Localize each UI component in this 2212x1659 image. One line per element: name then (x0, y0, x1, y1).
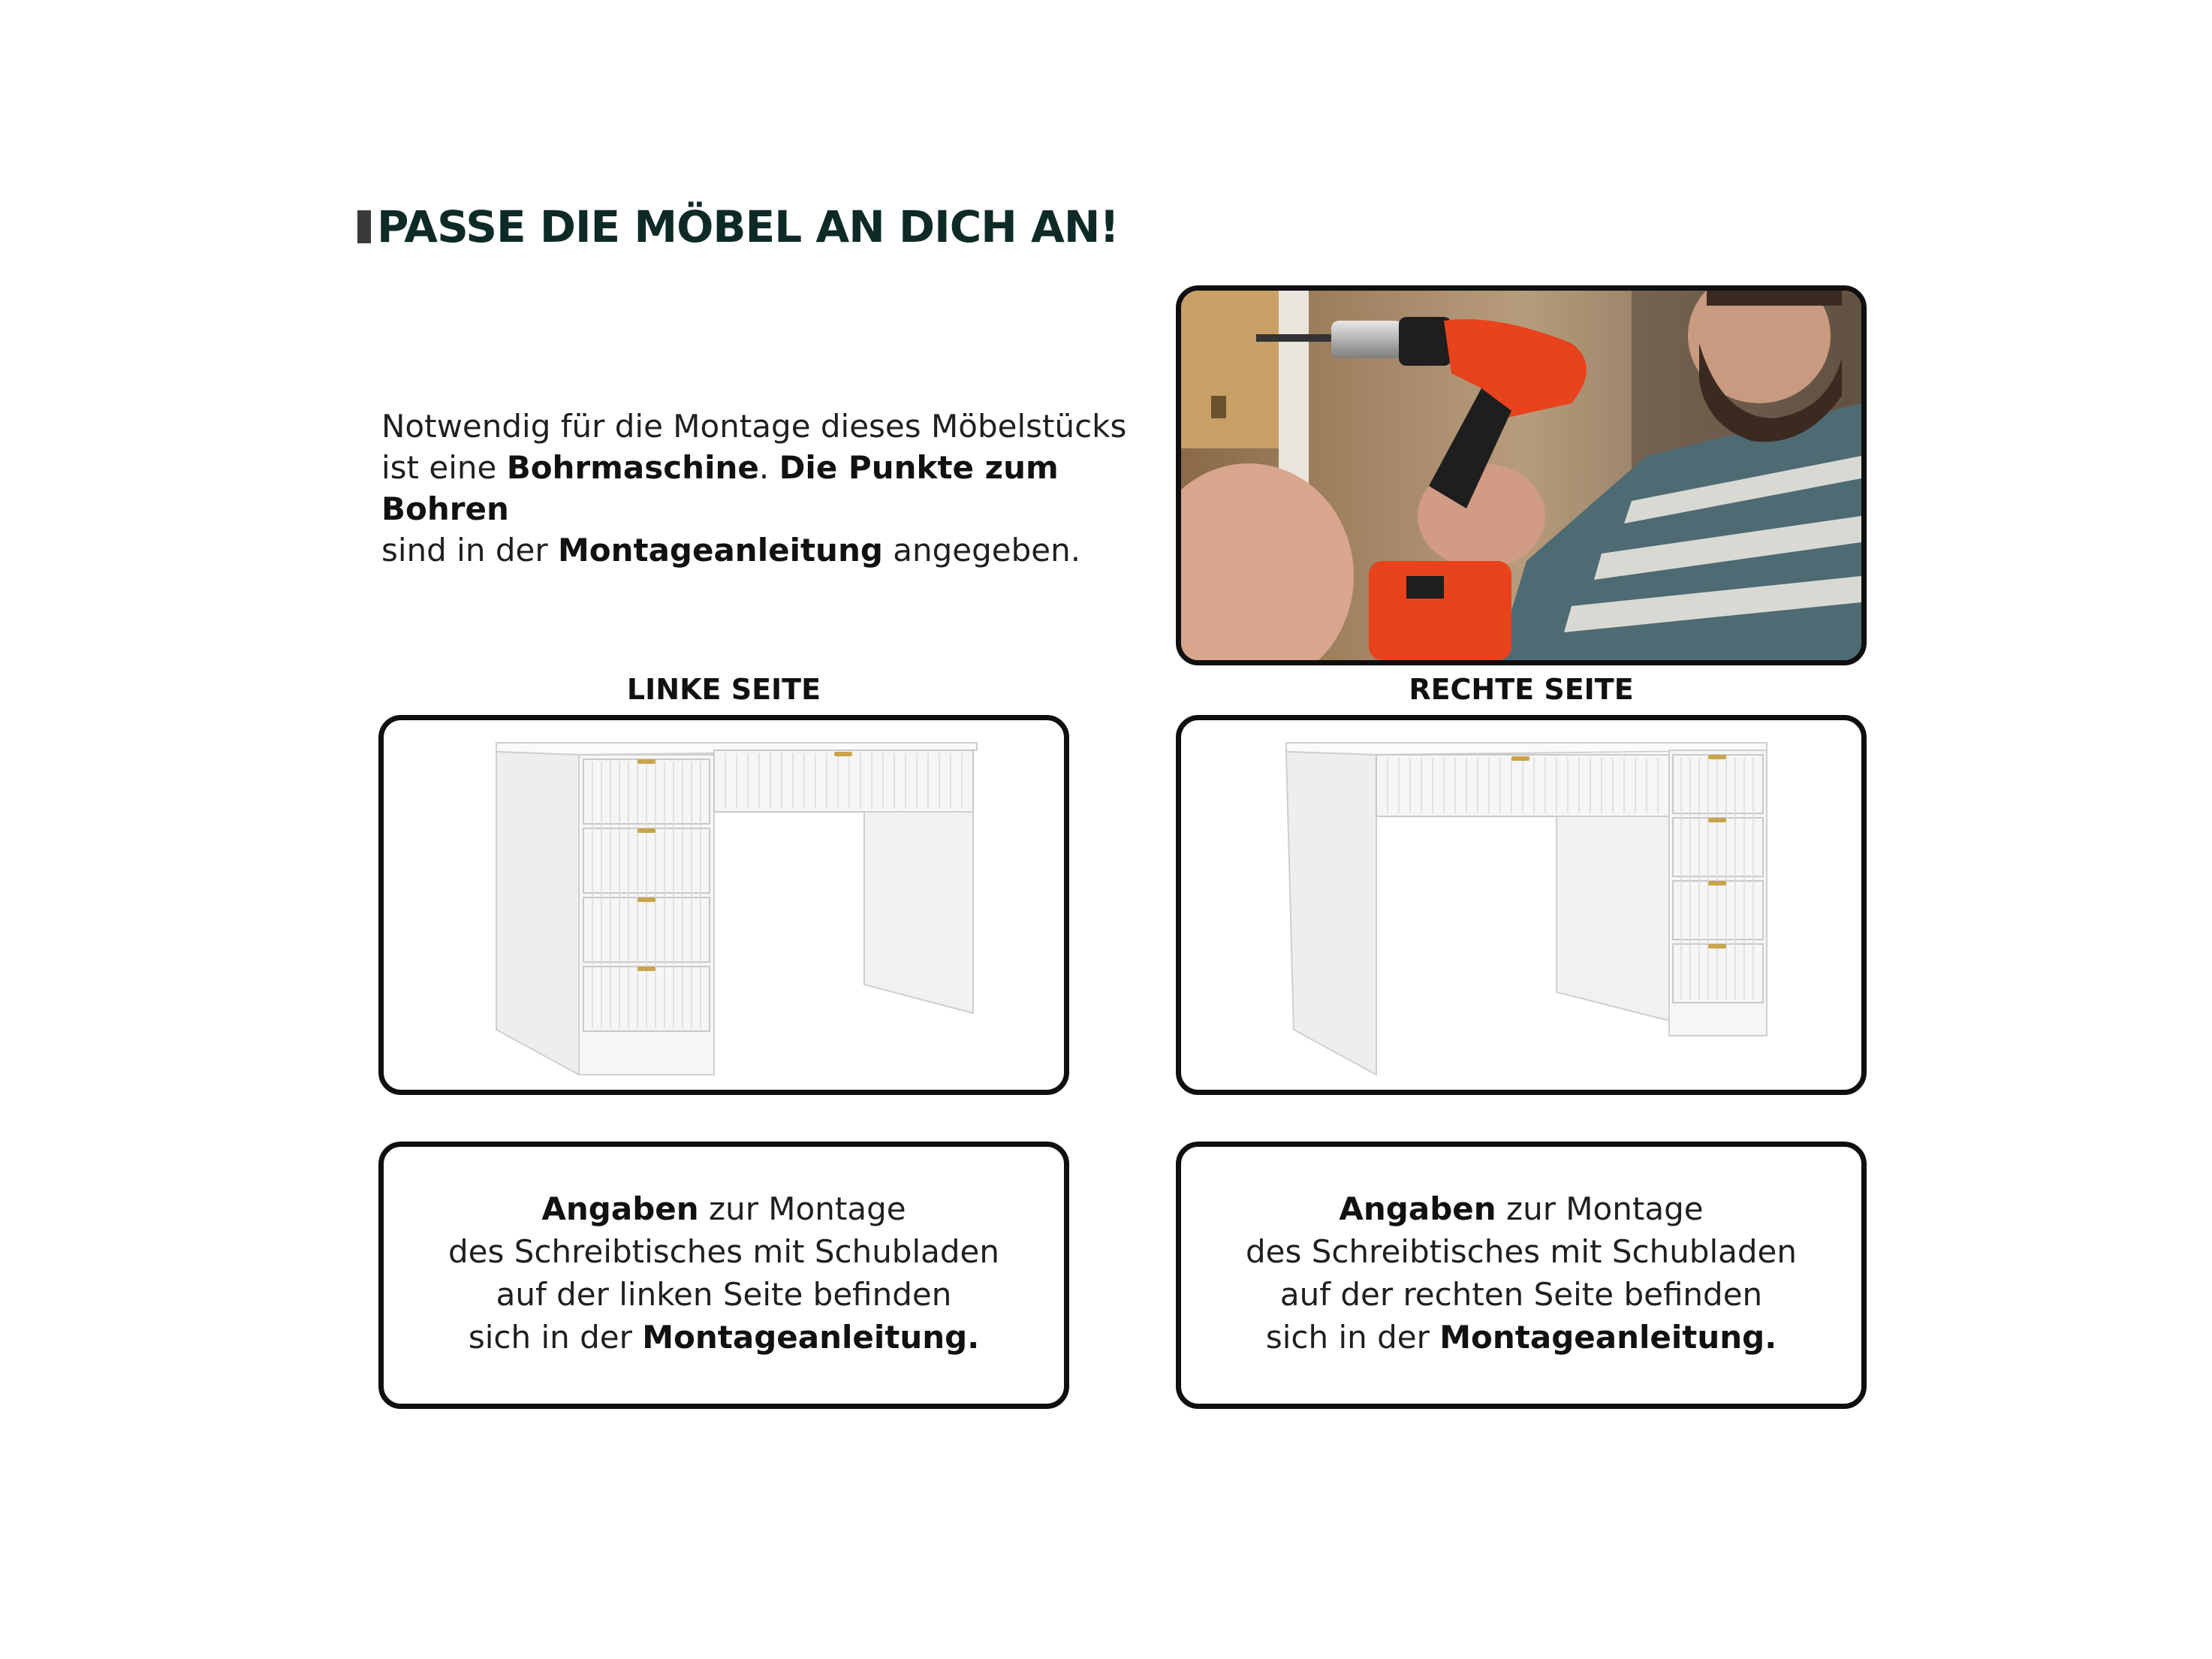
note-left-line2: des Schreibtisches mit Schubladen (448, 1233, 999, 1270)
note-right-line3: auf der rechten Seite befinden (1279, 1276, 1763, 1313)
page-title-text: PASSE DIE MÖBEL AN DICH AN! (377, 201, 1119, 252)
intro-line2-mid: . (758, 449, 779, 486)
desk-left-image (378, 715, 1069, 1095)
intro-text (381, 406, 1170, 571)
note-left-bold-manual: Montageanleitung. (642, 1319, 980, 1356)
note-right-text (1181, 1187, 1861, 1359)
intro-line3-pre: sind in der (381, 532, 558, 569)
note-left-text (384, 1187, 1064, 1359)
note-left-line4: sich in der (468, 1319, 643, 1356)
note-right-bold-angaben: Angaben (1339, 1190, 1496, 1227)
page-title (357, 201, 1119, 252)
note-right-line2: des Schreibtisches mit Schubladen (1246, 1233, 1797, 1270)
drill-photo-illustration (1181, 291, 1861, 660)
note-left-line3: auf der linken Seite befinden (496, 1276, 952, 1313)
desk-left-illustration (384, 720, 1064, 1090)
intro-line3-post: angegeben. (882, 532, 1081, 569)
label-left-side: LINKE SEITE (626, 673, 821, 706)
title-marker (357, 210, 371, 243)
note-right-box (1176, 1142, 1867, 1409)
note-left-box (378, 1142, 1069, 1409)
desk-right-image (1176, 715, 1867, 1095)
intro-points-bold: Die Punkte zum Bohren (381, 449, 1059, 527)
note-left-line1: zur Montage (698, 1190, 906, 1227)
intro-drill-bold: Bohrmaschine (506, 449, 759, 486)
desk-right-illustration (1181, 720, 1861, 1090)
label-right-side: RECHTE SEITE (1409, 673, 1634, 706)
drill-photo (1176, 285, 1867, 665)
note-left-bold-angaben: Angaben (541, 1190, 699, 1227)
note-right-line4: sich in der (1265, 1319, 1440, 1356)
intro-manual-bold: Montageanleitung (557, 532, 883, 569)
intro-line2-pre: ist eine (381, 449, 507, 486)
intro-line1: Notwendig für die Montage dieses Möbelstücks (381, 408, 1127, 445)
note-right-line1: zur Montage (1496, 1190, 1704, 1227)
note-right-bold-manual: Montageanleitung. (1439, 1319, 1777, 1356)
